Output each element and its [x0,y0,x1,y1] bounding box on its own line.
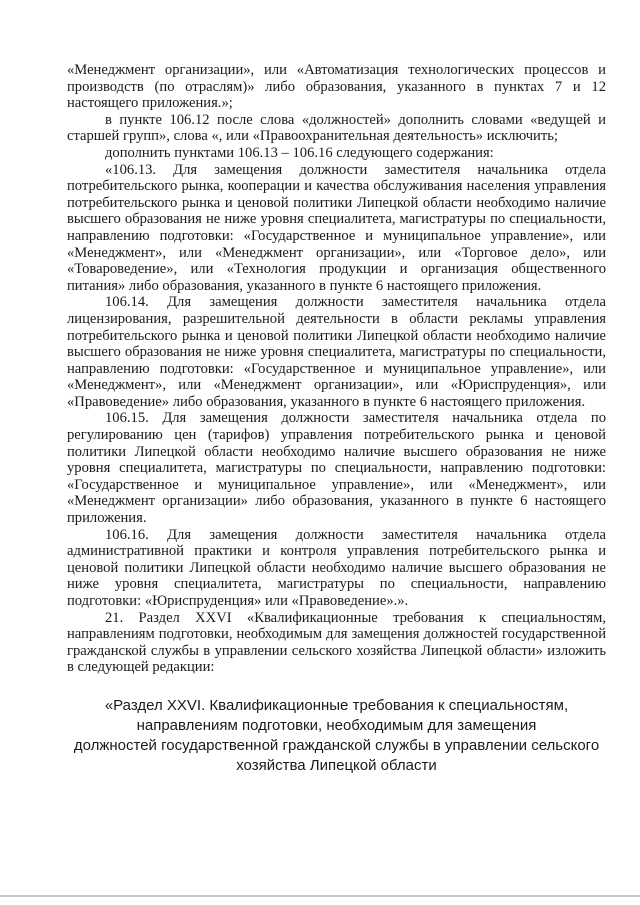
section-heading [67,696,606,776]
document-body [67,62,606,776]
paragraph-106-16: 106.16. Для замещения должности заместителя начальника отдела административной практики и контроля управления потребительского рынка и ценовой политики Липецкой области необходимо наличие высшего образования не ниже уровня специалитета, магистратуры по специальности, направлению подготовки: «Юриспруденция» или «Правоведение».». [67,526,606,609]
section-heading-line: направлениям подготовки, необходимым для замещения [136,716,537,734]
section-heading-line: хозяйства Липецкой области [236,756,437,774]
paragraph-106-13: «106.13. Для замещения должности заместителя начальника отдела потребительского рынка, кооперации и качества обслуживания населения управления потребительского рынка и ценовой политики Липецкой области необходимо наличие высшего образования не ниже уровня специалитета, магистратуры по специальности, направлению подготовки: «Государственное и муниципальное управление», или «Менеджмент», или «Менеджмент организации», или «Торговое дело», или «Товароведение», или «Технология продукции и организация общественного питания» либо образования, указанного в пункте 6 настоящего приложения. [67,161,606,294]
paragraph-continuation: «Менеджмент организации», или «Автоматизация технологических процессов и производств (по отраслям)» либо образования, указанного в пунктах 7 и 12 настоящего приложения.»; [67,62,606,112]
paragraph-106-14: 106.14. Для замещения должности заместителя начальника отдела лицензирования, разрешительной деятельности в области рекламы управления потребительского рынка и ценовой политики Липецкой области необходимо наличие высшего образования не ниже уровня специалитета, магистратуры по специальности, направлению подготовки: «Государственное и муниципальное управление», или «Менеджмент», или «Менеджмент организации», или «Юриспруденция», или «Правоведение» либо образования, указанного в пункте 6 настоящего приложения. [67,294,606,410]
paragraph-item-21: 21. Раздел XXVI «Квалификационные требования к специальностям, направлениям подготовки, необходимым для замещения должностей государственной гражданской службы в управлении сельского хозяйства Липецкой области» изложить в следующей редакции: [67,609,606,676]
page-bottom-divider [0,895,640,897]
paragraph-add-items: дополнить пунктами 106.13 – 106.16 следующего содержания: [105,144,494,161]
paragraph-106-15: 106.15. Для замещения должности заместителя начальника отдела по регулированию цен (тарифов) управления потребительского рынка и ценовой политики Липецкой области необходимо наличие высшего образования не ниже уровня специалитета, магистратуры по специальности, направлению подготовки: «Государственное и муниципальное управление», или «Менеджмент», или «Менеджмент организации» либо образования, указанного в пункте 6 настоящего приложения. [67,410,606,527]
paragraph-106-12-amendment: в пункте 106.12 после слова «должностей» дополнить словами «ведущей и старшей групп», слова «, или «Правоохранительная деятельность» исключить; [67,111,606,145]
section-heading-line: «Раздел XXVI. Квалификационные требования к специальностям, [104,696,569,714]
section-heading-line: должностей государственной гражданской службы в управлении сельского [73,736,600,754]
